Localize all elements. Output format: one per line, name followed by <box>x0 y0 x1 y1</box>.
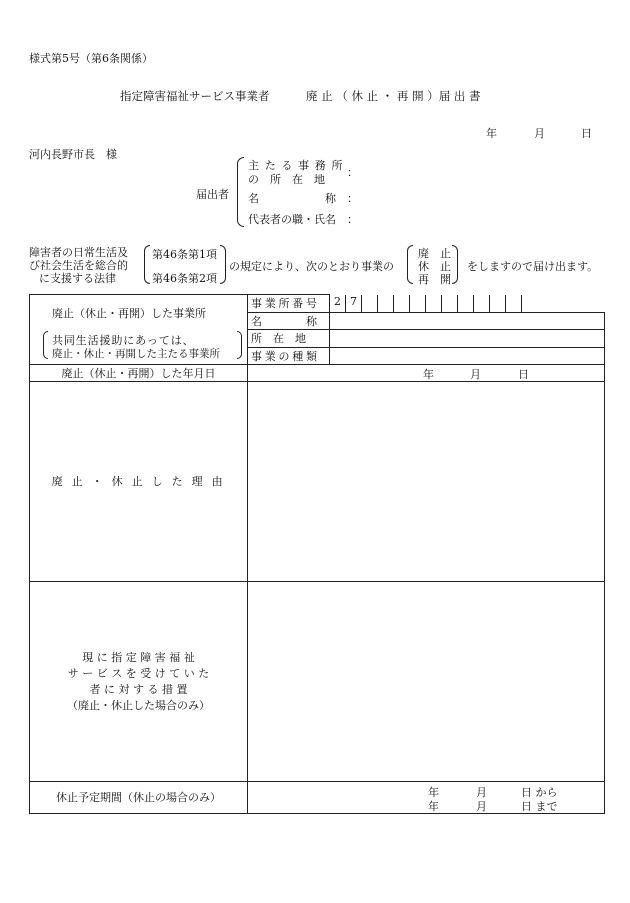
period-field[interactable] <box>248 781 605 813</box>
office-number-digit[interactable] <box>490 295 506 312</box>
law-line-2: び社会生活を総合的 <box>29 259 128 272</box>
office-number-digit[interactable] <box>426 295 442 312</box>
notifier-brace <box>237 157 244 227</box>
form-title-left: 指定障害福祉サービス事業者 <box>120 89 270 103</box>
office-note-line-2: 廃止・休止・再開した主たる事業所 <box>52 348 220 360</box>
name-label: 名 称 <box>248 192 336 205</box>
office-label: 廃止（休止・再開）した事業所 <box>52 307 206 320</box>
office-number-digit[interactable] <box>378 295 394 312</box>
notifier-label: 届出者 <box>196 188 229 201</box>
office-name-label: 名 称 <box>248 312 330 329</box>
period-label: 休止予定期間（休止の場合のみ） <box>30 781 248 813</box>
reason-field[interactable] <box>248 381 605 581</box>
date-field-day: 日 <box>518 367 529 381</box>
office-label-cell <box>30 295 248 365</box>
business-type-label: 事業の種類 <box>248 347 330 364</box>
notification-table <box>29 294 605 814</box>
reason-label: 廃 止 ・ 休 止 し た 理 由 <box>30 381 248 581</box>
form-title-right: 廃 止 （ 休 止 ・ 再 開 ）届 出 書 <box>306 89 481 103</box>
action-brace-right <box>452 245 458 284</box>
business-type-field[interactable] <box>330 347 605 364</box>
period-from-day: 日 から <box>521 785 558 799</box>
measures-label-line-3: 者 に 対 す る 措 置 <box>89 683 188 696</box>
action-resume: 再 開 <box>418 273 451 286</box>
law-line-1: 障害者の日常生活及 <box>29 246 128 259</box>
office-number-digit[interactable]: 7 <box>346 295 362 312</box>
office-address-field[interactable] <box>330 329 605 347</box>
office-number-label: 事業所番号 <box>248 295 330 313</box>
office-location-label-top: 主 た る 事 務 所 <box>248 159 344 172</box>
office-note-brace-right <box>237 331 242 359</box>
measures-label-cell <box>30 581 248 781</box>
law-line-3: に支援する法律 <box>39 272 116 285</box>
law-middle-text: の規定により、次のとおり事業の <box>229 260 394 273</box>
date-day: 日 <box>581 127 592 140</box>
article-brace-left <box>144 245 150 284</box>
period-from-year: 年 <box>428 785 439 799</box>
office-address-label: 所 在 地 <box>248 329 330 347</box>
office-name-field[interactable] <box>330 312 605 329</box>
office-number-digit[interactable] <box>394 295 410 312</box>
date-year: 年 <box>486 127 497 140</box>
addressee: 河内長野市長 様 <box>29 148 117 161</box>
representative-colon: ： <box>347 213 358 226</box>
law-tail-text: をしますので届け出ます。 <box>467 260 599 273</box>
office-number-digit[interactable] <box>474 295 490 312</box>
representative-label: 代表者の職・氏名 <box>248 213 336 226</box>
action-suspend: 休 止 <box>418 260 451 273</box>
measures-label-line-2: サ ー ビ ス を 受 け て い た <box>67 667 210 680</box>
date-month: 月 <box>534 127 545 140</box>
office-number-digit[interactable] <box>506 295 522 312</box>
office-number-digit[interactable] <box>362 295 378 312</box>
article-1: 第46条第1項 <box>152 248 217 261</box>
office-note-line-1: 共同生活援助にあっては、 <box>52 334 195 347</box>
office-location-label-bottom: の 所 在 地 <box>248 173 325 186</box>
action-brace-left <box>407 245 413 284</box>
office-note-brace-left <box>43 331 48 359</box>
date-field[interactable] <box>248 364 605 381</box>
measures-label-line-1: 現 に 指 定 障 害 福 祉 <box>82 651 195 664</box>
date-field-month: 月 <box>470 367 481 381</box>
office-number-digit[interactable]: 2 <box>330 295 346 312</box>
form-number: 様式第5号（第6条関係） <box>29 52 153 65</box>
date-field-year: 年 <box>423 367 434 381</box>
period-to-day: 日 まで <box>521 799 558 813</box>
article-2: 第46条第2項 <box>152 272 217 285</box>
period-to-year: 年 <box>428 799 439 813</box>
office-location-colon: ： <box>347 166 358 179</box>
period-to-month: 月 <box>476 799 487 813</box>
office-number-digit[interactable] <box>410 295 426 312</box>
period-from-month: 月 <box>476 785 487 799</box>
action-abolish: 廃 止 <box>418 247 451 260</box>
office-number-cells[interactable] <box>330 295 605 313</box>
measures-label-line-4: （廃止・休止した場合のみ） <box>67 699 210 712</box>
office-number-digit[interactable] <box>442 295 458 312</box>
measures-field[interactable] <box>248 581 605 781</box>
article-brace-right <box>220 245 226 284</box>
name-colon: ： <box>347 192 358 205</box>
office-number-digit[interactable] <box>458 295 474 312</box>
date-label: 廃止（休止・再開）した年月日 <box>30 364 248 381</box>
